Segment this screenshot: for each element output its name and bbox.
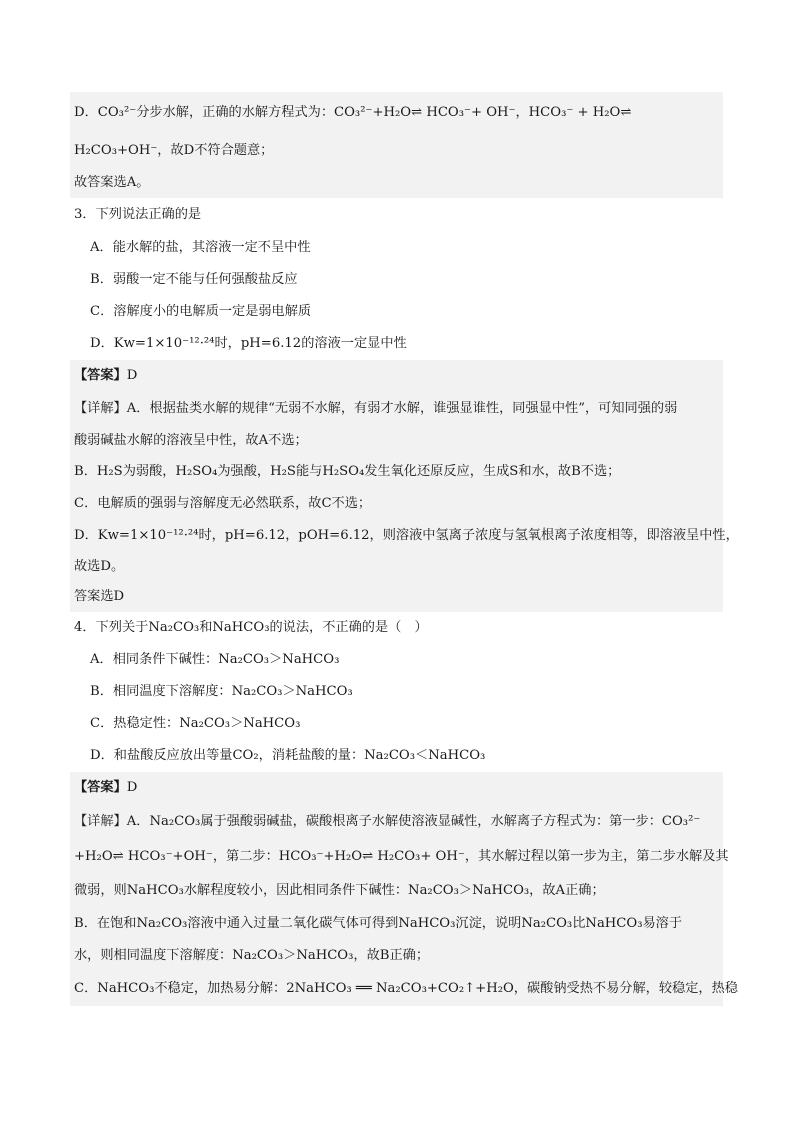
question-stem: 4．下列关于Na₂CO₃和NaHCO₃的说法，不正确的是（ ） [74,620,428,635]
answer-line [70,772,723,804]
question-option: C．热稳定性：Na₂CO₃＞NaHCO₃ [90,716,301,731]
question-option: C．溶解度小的电解质一定是弱电解质 [90,304,312,319]
answer-label: 【答案】 [74,368,127,383]
question-option: B．弱酸一定不能与任何强酸盐反应 [90,272,298,287]
answer-line [70,360,723,392]
answer-label: 【答案】 [74,780,127,795]
explain-line: 酸弱碱盐水解的溶液呈中性，故A不选； [70,426,723,456]
question-option: D．Kw=1×10⁻¹²·²⁴时，pH=6.12的溶液一定显中性 [90,336,407,351]
text-line: D．CO₃²⁻分步水解，正确的水解方程式为：CO₃²⁻+H₂O⇌ HCO₃⁻+ OH⁻，HCO₃⁻ + H₂O⇌ [70,92,723,134]
explain-line: 答案选D [70,582,723,612]
question-option: D．和盐酸反应放出等量CO₂，消耗盐酸的量：Na₂CO₃＜NaHCO₃ [90,748,486,763]
answer-value: D [126,368,138,383]
question-option: A．相同条件下碱性：Na₂CO₃＞NaHCO₃ [90,652,340,667]
answer-value: D [126,780,138,795]
question-option: B．相同温度下溶解度：Na₂CO₃＞NaHCO₃ [90,684,353,699]
question-stem: 3．下列说法正确的是 [74,207,202,222]
explain-line: B．在饱和Na₂CO₃溶液中通入过量二氧化碳气体可得到NaHCO₃沉淀，说明Na₂CO₃比NaHCO₃易溶于 [70,908,723,940]
explain-line: 水，则相同温度下溶解度：Na₂CO₃＞NaHCO₃，故B正确； [70,940,723,972]
explain-line: 故选D。 [70,552,723,582]
question-option: A．能水解的盐，其溶液一定不呈中性 [90,240,311,255]
explain-line: +H₂O⇌ HCO₃⁻+OH⁻，第二步：HCO₃⁻+H₂O⇌ H₂CO₃+ OH⁻，其水解过程以第一步为主，第二步水解及其 [70,840,723,874]
text-line: 故答案选A。 [70,168,723,198]
explain-line: 微弱，则NaHCO₃水解程度较小，因此相同条件下碱性：Na₂CO₃＞NaHCO₃，故A正确； [70,874,723,908]
text-line: H₂CO₃+OH⁻，故D不符合题意； [70,134,723,168]
explain-line: D．Kw=1×10⁻¹²·²⁴时，pH=6.12，pOH=6.12，则溶液中氢离子浓度与氢氧根离子浓度相等，即溶液呈中性， [70,520,723,552]
explain-line: 【详解】A．根据盐类水解的规律“无弱不水解，有弱才水解，谁强显谁性，同强显中性”，可知同强的弱 [70,392,723,426]
explain-line: C．电解质的强弱与溶解度无必然联系，故C不选； [70,488,723,520]
document-page [70,92,739,1006]
explain-line: 【详解】A．Na₂CO₃属于强酸弱碱盐，碳酸根离子水解使溶液显碱性，水解离子方程式为：第一步：CO₃²⁻ [70,804,723,840]
explain-line: C．NaHCO₃不稳定，加热易分解：2NaHCO₃ ══ Na₂CO₃+CO₂↑+H₂O，碳酸钠受热不易分解，较稳定，热稳 [70,972,723,1006]
explain-line: B．H₂S为弱酸，H₂SO₄为强酸，H₂S能与H₂SO₄发生氧化还原反应，生成S和水，故B不选； [70,456,723,488]
